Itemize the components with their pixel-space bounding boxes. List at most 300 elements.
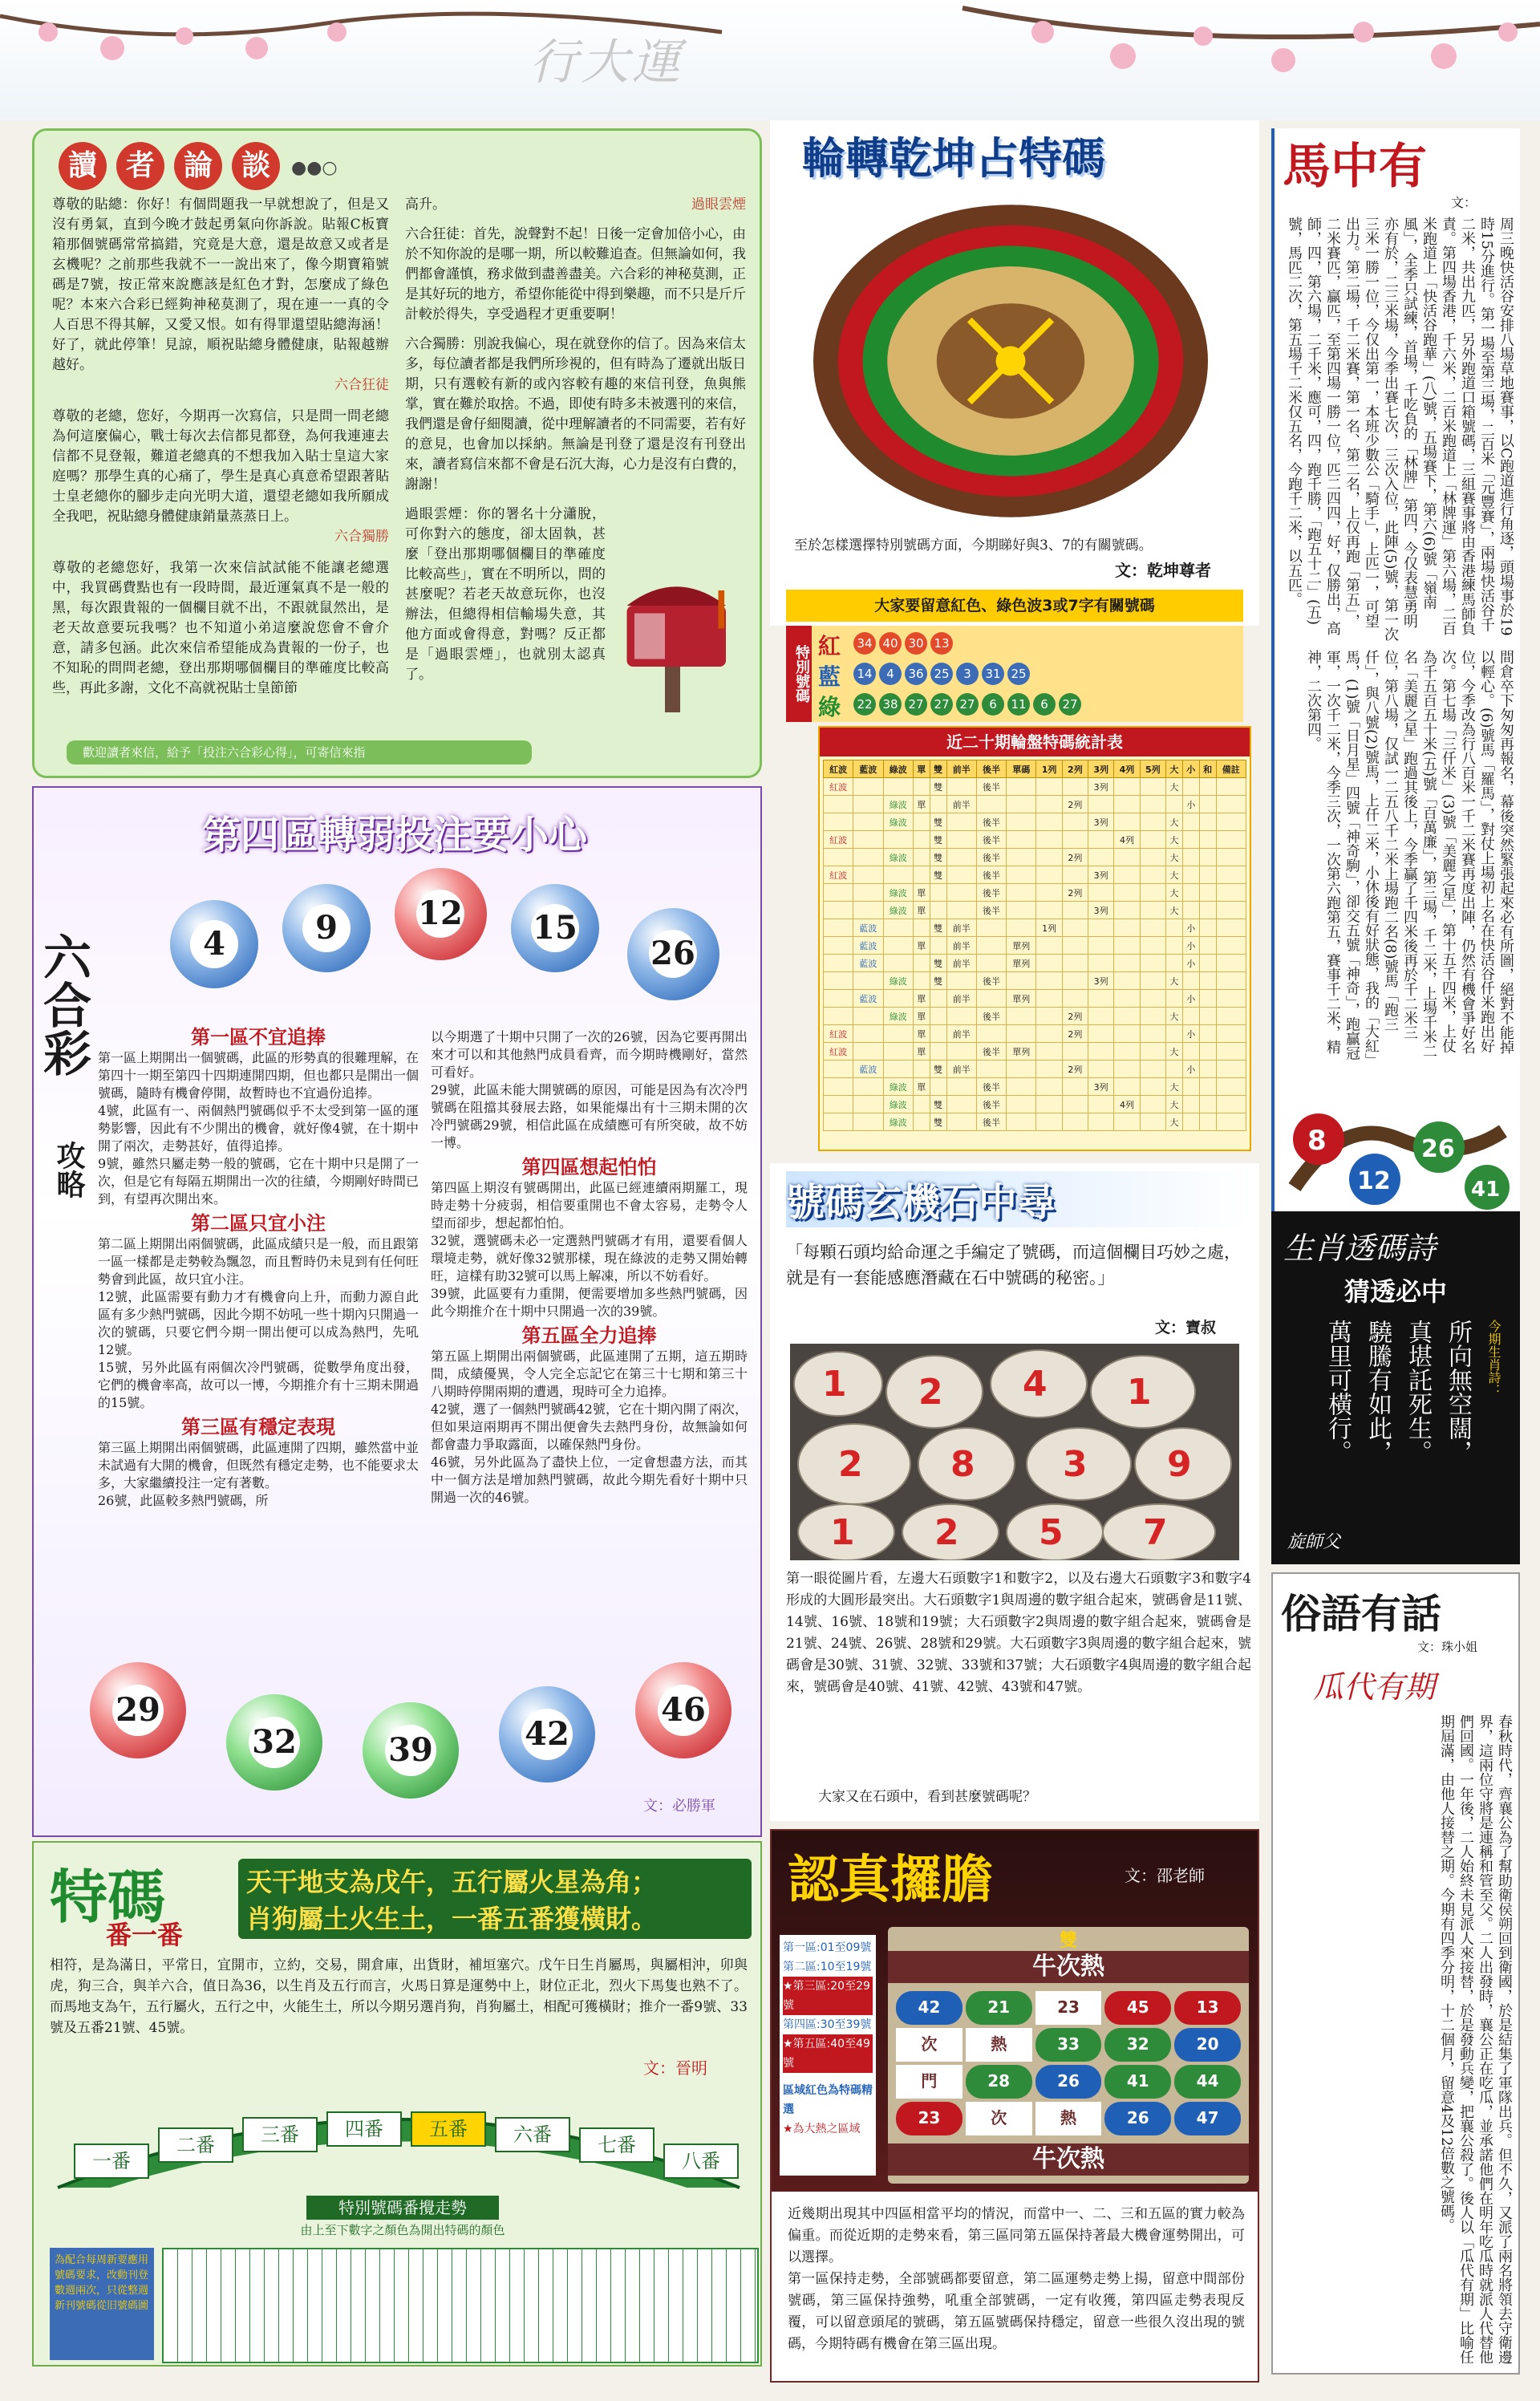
stats-cell [1199,778,1216,796]
stats-header-cell: 單 [913,760,930,778]
stats-cell [1062,831,1088,849]
stats-cell [824,1078,853,1096]
number-chip: 27 [1059,693,1081,716]
stats-cell: 後半 [976,813,1006,831]
stats-cell [1165,955,1182,972]
stats-cell [1199,990,1216,1008]
wheel-caption-2: 由上至下數字之顏色為開出特碼的顏色 [300,2223,505,2237]
stats-cell [1036,937,1062,955]
row-label: 紅 [818,633,841,659]
stats-cell [1140,813,1165,831]
grid-chip: 次 [896,2028,962,2062]
legend-item: 第一區:01至09號 [783,1941,872,1954]
stats-cell [1036,813,1062,831]
svg-text:7: 7 [1143,1512,1168,1553]
stats-cell: 藍波 [853,919,883,937]
stats-cell [853,849,883,866]
stats-cell [1036,955,1062,972]
stats-cell [930,796,946,813]
stats-cell [930,1078,946,1096]
stats-cell [913,955,930,972]
zone4-col2 [431,1028,748,1670]
stats-cell [1140,1061,1165,1078]
wheel-label: 一番 [74,2143,149,2179]
stats-cell [1088,1096,1114,1113]
stats-cell [824,1061,853,1078]
stats-cell [1036,1078,1062,1096]
svg-text:1: 1 [1127,1372,1152,1413]
stats-cell [1199,1078,1216,1096]
stats-cell [1199,1096,1216,1113]
zone4-text: 第四區上期沒有號碼開出，此區已經連續兩期羅工，現時走勢十分疲弱，相信要重開也不會太容易，走勢令人望而卻步，想起都怕怕。 32號，選號碼未必一定選熱門號碼才有用，還要看個人環境走勢，就好像32號那樣，現在綠波的走勢又開始轉旺，這樣有助32號可以馬上解凍，所以不妨看好。 39號，此區要有力重開，便需要增加多些熱門號碼，因此今期推介在十期中只開過一次的39號。 [431,1180,748,1319]
stats-row [824,990,1246,1008]
stats-cell [930,990,946,1008]
stats-cell [853,1043,883,1061]
stats-cell [824,813,853,831]
stats-header-cell: 2列 [1062,760,1088,778]
zone4-col1 [98,1025,419,1590]
reply-3: 過眼雲煙：你的署名十分瀟脫，可你對六的態度，卻太固執，甚麼「登出那期哪個欄目的準確度比較高些」，實在不明所以，問的甚麼呢？若老天故意玩你，也沒辦法，但總得相信輸場失意，其他方面或會得意，對嗎？反正都是「過眼雲煙」，也就別太認真了。 [405,506,606,683]
stats-cell [883,778,913,796]
zone4-side-title: 六合彩 [35,932,91,1077]
stats-row [824,1025,1246,1043]
proverb-body: 春秋時代，齊襄公為了幫助衛侯朔回到衛國，於是結集了軍隊出兵。但不久，又派了兩名將領去守衛邊界，這兩位守將是連稱和管至父。二人出發時，襄公正在吃瓜，並承諾他們在明年吃瓜時就派人代替他們回國。一年後，二人始終未見派人來接替，於是發動兵變，把襄公殺了。後人以「瓜代有期」比喻任期屆滿，由他人接替之期。今期有四季分明，十二個月，留意4及12倍數之號碼。 [1438,1714,1513,2364]
stats-cell [1088,1061,1114,1078]
svg-text:4: 4 [1023,1364,1048,1405]
stats-row [824,884,1246,902]
stats-cell [1114,796,1140,813]
legend-item: ★第三區:20至29號 [783,1977,873,2015]
stats-cell [1199,1061,1216,1078]
stats-cell: 3列 [1088,778,1114,796]
stats-cell [913,919,930,937]
letter-2-sign: 六合獨勝 [334,529,389,545]
stats-cell [1036,778,1062,796]
stats-cell: 單 [913,1043,930,1061]
stats-cell [913,972,930,990]
stats-cell: 小 [1182,1025,1199,1043]
stats-cell [946,813,976,831]
stats-cell [1199,831,1216,849]
stats-cell [1216,849,1246,866]
proverb-title: 俗語有話 [1281,1590,1441,1637]
stats-cell [1182,1096,1199,1113]
stats-cell [913,866,930,884]
stats-row [824,1061,1246,1078]
stats-cell [1062,1113,1088,1131]
grid-chip: 門 [896,2065,962,2099]
stats-cell [1140,884,1165,902]
stats-cell [853,884,883,902]
zone5-heading: 第五區全力追捧 [521,1324,657,1347]
zone2-text: 第二區上期開出兩個號碼，此區成績只是一般，而且跟第一區一樣都是走勢較為飄忽，而且暫時仍未見到有任何旺勢會到此區，故只宜小注。 12號，此區需要有動力才有機會向上升，而動力源自此區有多少熱門號碼，因此今期不妨吼一些十期內只開過一次的號碼，只要它們今期一開出便可以成為熱門，先吼12號。 15號，另外此區有兩個次冷門號碼，從數學角度出發，它們的機會率高，故可以一博，今期推介有十三期未開過的15號。 [98,1236,419,1410]
title-char: 者 [116,142,164,190]
legend-note: 區域紅色為特碼精選 [783,2084,873,2116]
stats-cell: 大 [1165,1096,1182,1113]
stats-cell [1140,972,1165,990]
stats-cell [1114,990,1140,1008]
cherry-blossom-decoration [0,0,1540,120]
stats-cell: 單 [913,937,930,955]
stats-cell: 大 [1165,778,1182,796]
svg-text:2: 2 [934,1512,959,1553]
stats-row [824,866,1246,884]
stats-cell: 大 [1165,866,1182,884]
lottery-ball [635,1662,732,1758]
stats-cell [1007,866,1036,884]
stones-photo [790,1344,1239,1560]
stats-cell [1199,866,1216,884]
stats-header-row [824,760,1246,778]
stats-cell [1216,813,1246,831]
stats-cell [913,813,930,831]
stats-cell [883,919,913,937]
horse-race-illustration [1279,1067,1519,1211]
stats-cell: 後半 [976,778,1006,796]
stats-cell: 大 [1165,902,1182,919]
zone4-bottom-balls [90,1662,748,1799]
stats-cell: 前半 [946,919,976,937]
stats-cell [1199,813,1216,831]
stats-cell [1007,884,1036,902]
zone3-text-cont: 以今期選了十期中只開了一次的26號，因為它要再開出來才可以和其他熱門成員看齊，而今期時機剛好，當然可看好。 29號，此區未能大開號碼的原因，可能是因為有次冷門號碼在阻擋其發展去路，如果能爆出有十三期未開的次冷門號碼29號，相信此區在成績應可有所突破，故不妨一博。 [431,1029,748,1150]
ball-number: 12 [416,890,464,938]
stats-cell [946,1043,976,1061]
poem-line: 萬里可橫行。 [1323,1320,1352,1464]
stats-cell [946,1078,976,1096]
stats-cell [853,1078,883,1096]
stats-cell [1140,902,1165,919]
stats-cell: 紅波 [824,1043,853,1061]
stats-cell: 大 [1165,831,1182,849]
ball-number: 32 [249,1717,300,1768]
stats-cell [930,1025,946,1043]
stats-cell: 單列 [1007,955,1036,972]
stats-cell [1036,796,1062,813]
stats-cell [824,884,853,902]
stone-question: 大家又在石頭中，看到甚麼號碼呢？ [818,1789,1036,1805]
hot-grid [888,1927,1249,2184]
top-banner [0,0,1540,120]
qiankun-sign: 文：乾坤尊者 [1115,561,1211,580]
stone-quote: 「每顆石頭均給命運之手編定了號碼，而這個欄目巧妙之處，就是有一套能感應潛藏在石中號碼的秘密。」 [786,1243,1241,1288]
stats-cell [853,902,883,919]
stats-cell [1140,1113,1165,1131]
stats-row [824,1008,1246,1025]
stats-cell [824,1113,853,1131]
stats-cell [1114,937,1140,955]
poem-body [1287,1320,1504,1520]
stats-cell [1216,866,1246,884]
stats-cell [1216,902,1246,919]
number-chip: 14 [853,663,876,685]
stats-cell: 綠波 [883,813,913,831]
number-chip: 22 [853,693,876,716]
stats-cell [1062,1043,1088,1061]
stats-cell [930,884,946,902]
lottery-ball [282,884,371,972]
legend-item: ★第五區:40至49號 [783,2034,873,2073]
stats-cell [1088,955,1114,972]
stats-cell: 後半 [976,1113,1006,1131]
stats-cell: 綠波 [883,1008,913,1025]
special-banner [238,1859,752,1939]
poem-sign: 旋師父 [1287,1532,1341,1552]
proverb-panel [1271,1572,1520,2375]
stats-cell [1216,1008,1246,1025]
stats-cell [1216,884,1246,902]
color-row-blue [818,659,1235,688]
stats-cell [1007,831,1036,849]
number-chip: 31 [982,663,1004,685]
letter-3-tail: 高升。 [405,197,446,213]
stats-cell [1062,902,1088,919]
stats-cell [976,955,1006,972]
wheel-label: 七番 [579,2127,654,2163]
row-label: 藍 [818,663,841,690]
stats-cell [1165,1025,1182,1043]
stats-cell [1007,778,1036,796]
stats-cell [913,1061,930,1078]
stats-cell [1062,937,1088,955]
color-row-green [818,690,1235,719]
stats-cell [1007,919,1036,937]
stats-header-cell: 大 [1165,760,1182,778]
lottery-ball [499,1686,595,1782]
reply-2: 六合獨勝：別說我偏心，現在就登你的信了。因為來信太多，每位讀者都是我們所珍視的，但有時為了遷就出版日期，只有選較有新的或內容較有趣的來信刊登，魚與熊掌，實在難於取捨。不過，即使有時多未被選刊的來信，我們還是會仔細閱讀，從中理解讀者的不同需要，若有好的意見，也會加以採納。無論是刊登了還是沒有刊登出來，讀者寫信來都不會是石沉大海，心力是沒有白費的，謝謝！ [405,336,746,493]
stats-cell: 藍波 [853,990,883,1008]
stats-cell [1199,1008,1216,1025]
stats-cell [1140,849,1165,866]
number-chip: 30 [905,632,927,655]
stats-cell [1165,1061,1182,1078]
banner-line-2: 肖狗屬土火生土，一番五番獲橫財。 [246,1904,658,1934]
stats-cell: 大 [1165,1043,1182,1061]
stats-cell: 藍波 [853,1061,883,1078]
stats-cell: 小 [1182,796,1199,813]
stats-cell: 雙 [930,1061,946,1078]
svg-text:2: 2 [918,1372,943,1413]
stats-cell: 3列 [1088,972,1114,990]
stats-cell [1140,1043,1165,1061]
stats-cell [1140,1008,1165,1025]
stats-cell: 3列 [1088,866,1114,884]
stats-header-cell: 1列 [1036,760,1062,778]
stats-header-cell: 備註 [1216,760,1246,778]
stats-cell: 紅波 [824,1025,853,1043]
ball-number: 39 [385,1725,436,1776]
stats-row [824,1078,1246,1096]
stats-cell: 綠波 [883,884,913,902]
reader-forum-col1 [52,195,389,724]
wheel-label: 四番 [326,2111,402,2147]
stats-cell: 小 [1182,1061,1199,1078]
stats-cell [1036,831,1062,849]
special-body: 相符，是為滿日，平常日，宜開市，立約，交易，開倉庫，出貨財，補垣塞穴。戊午日生肖屬馬，與屬相沖，卯與虎，狗三合，與羊六合，值日為36，以生肖及五行而言，火馬日算是運勢中上，財位正北，烈火下馬隻也熟不了。而馬地支為午，五行屬火，五行之中，火能生土，所以今期另選肖狗，肖狗屬土，相配可獲橫財；推介一番9號、33號及五番21號、45號。 [50,1957,748,2036]
stats-cell [1114,778,1140,796]
stats-cell: 雙 [930,849,946,866]
svg-text:26: 26 [1421,1135,1455,1163]
zone3-heading: 第三區有穩定表現 [181,1415,335,1438]
stats-cell: 大 [1165,972,1182,990]
color-rows [786,626,1243,722]
stats-cell [1199,1043,1216,1061]
stats-cell [1199,937,1216,955]
poem-subtitle: 猜透必中 [1343,1276,1447,1307]
stats-cell [883,955,913,972]
stats-cell: 小 [1182,955,1199,972]
lottery-ball [90,1662,186,1758]
zone4-panel [32,786,762,1837]
wheel-label: 五番 [411,2111,486,2147]
stats-cell: 2列 [1062,1025,1088,1043]
number-chip: 25 [930,663,953,685]
stats-cell: 3列 [1088,813,1114,831]
grid-chip: 26 [1104,2102,1171,2135]
special-code-panel [32,1841,762,2367]
stats-cell [913,1096,930,1113]
stats-cell [1088,937,1114,955]
stone-body: 第一眼從圖片看，左邊大石頭數字1和數字2，以及右邊大石頭數字3和數字4形成的大圓形最突出。大石頭數字1與周邊的數字組合起來，號碼會是11號、14號、16號、18號和19號；大石頭數字2與周邊的數字組合起來，號碼會是21號、24號、26號、28號和29號。大石頭數字3與周邊的數字組合起來，號碼會是30號、31號、32號、33號和37號；大石頭數字4與周邊的數字組合起來，號碼會是40號、41號、42號、43號和47號。 [786,1571,1251,1695]
svg-text:12: 12 [1357,1167,1391,1195]
grid-chip: 23 [1035,1991,1102,2025]
stats-table [823,760,1246,1131]
stats-header-cell: 後半 [976,760,1006,778]
stats-cell [946,778,976,796]
stats-cell: 2列 [1062,796,1088,813]
stats-cell [930,1008,946,1025]
poem-line: 真堪託死生。 [1404,1320,1432,1464]
stats-table-body [824,778,1246,1131]
stats-cell [1007,796,1036,813]
number-chip: 34 [853,632,876,655]
stats-header-cell: 3列 [1088,760,1114,778]
stats-cell [853,1008,883,1025]
stats-cell [1182,1078,1199,1096]
horse-text-left: 間倉卒下匆匆再報名，幕後突然緊張起來必有所圖，絕對不能掉以輕心。(6)號馬「羅馬」，對仗上場初上名在快活谷仟米跑出好位，今季改為行八百米一千二米賽再度出陣，仍然有機會爭好名次。第七場「三仟米」(3)號「美麗之星」，第十五千四米，上仗為千五百五十米(五)號「百萬廉」，第三場，千二米，上場千米二名「美麗之星」跑過其後上，今季贏了千四米後再於千二米三位，第八場，仅試一二五八千二米上場跑二名(8)號馬「跑三仟」，與八號(2)號馬，上仟二米，小休後有好狀態，我的「大紅」馬，(1)號「日月星」四號「神奇駒」，卻交五號「神奇」，跑贏冠軍，一次千二米，今季三次，一次第六跑第五，賽事千二米，精神，二次第四。 [1305,650,1514,1061]
grid-chip: 44 [1174,2065,1241,2099]
stats-cell [913,831,930,849]
number-chip: 27 [956,693,979,716]
stats-cell [824,796,853,813]
stats-cell [976,1061,1006,1078]
stats-header-cell: 小 [1182,760,1199,778]
stats-cell [1140,955,1165,972]
stats-cell [1062,813,1088,831]
poem-title: 生肖透碼詩 [1283,1231,1437,1266]
special-history-grid [162,2248,759,2363]
stats-cell [1216,831,1246,849]
poem-line: 所向無空闊， [1444,1320,1472,1464]
stats-cell: 綠波 [883,849,913,866]
svg-text:8: 8 [950,1444,975,1485]
svg-text:3: 3 [1063,1444,1088,1485]
stats-header-cell: 5列 [1140,760,1165,778]
stats-cell [1062,1078,1088,1096]
stats-cell [853,796,883,813]
grid-chip: 26 [1035,2065,1102,2099]
stats-cell [946,884,976,902]
stats-cell [1182,884,1199,902]
stats-cell [853,972,883,990]
grid-chip: 42 [896,1991,962,2025]
stats-cell [930,1043,946,1061]
gallbladder-header [772,1831,1258,2192]
svg-text:1: 1 [830,1512,855,1553]
legend-item: 第二區:10至19號 [783,1961,872,1973]
stats-cell: 雙 [930,972,946,990]
svg-text:8: 8 [1307,1125,1327,1157]
stats-cell [1007,813,1036,831]
zone1-heading: 第一區不宜追捧 [191,1025,326,1048]
wheel-label: 三番 [242,2117,318,2152]
stats-cell [1216,990,1246,1008]
letter-1-sign: 六合狂徒 [334,377,389,393]
stats-cell [976,990,1006,1008]
gallbladder-panel [770,1829,1259,2383]
stats-row [824,831,1246,849]
stats-cell [1182,1043,1199,1061]
masthead-title: 行大運 [529,34,683,91]
row-label: 綠 [818,694,841,720]
zone-legend [780,1935,876,2176]
stats-cell: 紅波 [824,831,853,849]
stats-cell [1182,831,1199,849]
stats-cell: 2列 [1062,1061,1088,1078]
color-table-title: 大家要留意紅色、綠色波3或7字有關號碼 [786,590,1243,622]
stats-cell [1114,813,1140,831]
stats-cell: 2列 [1062,884,1088,902]
stats-cell: 綠波 [883,796,913,813]
letter-3-sign: 過眼雲煙 [691,197,746,213]
stats-cell [1140,1025,1165,1043]
stats-cell [1199,849,1216,866]
stats-cell [1140,1096,1165,1113]
stats-cell: 3列 [1088,1078,1114,1096]
stats-row [824,937,1246,955]
zone4-side-sub: 攻略 [52,1141,86,1198]
stats-cell [1036,1008,1062,1025]
svg-text:1: 1 [822,1364,847,1405]
stats-cell [1088,1025,1114,1043]
stats-cell: 藍波 [853,955,883,972]
stats-cell [1007,1008,1036,1025]
stats-cell [1114,1113,1140,1131]
reply-1: 六合狂徒：首先，說聲對不起！日後一定會加倍小心，由於不知你說的是哪一期，所以較難追查。但無論如何，我們都會謹慎，務求做到盡善盡美。六合彩的神秘莫測，正是其好玩的地方，希望你能從中得到樂趣，而不只是斤斤計較於得失，享受過程才更重要啊！ [405,226,746,322]
stats-cell [913,778,930,796]
stats-cell: 後半 [976,902,1006,919]
stats-cell [1182,902,1199,919]
reader-forum-title [51,136,387,192]
stats-cell [824,849,853,866]
zone3-text: 第三區上期開出兩個號碼，此區連開了四期，雖然當中並未試過有大開的機會，但既然有穩定走勢，也不能要求太多，大家繼續投注一定有著數。 26號，此區較多熱門號碼，所 [98,1440,419,1508]
stats-cell: 後半 [976,1078,1006,1096]
gallbladder-body: 近幾期出現其中四區相當平均的情況，而當中一、二、三和五區的實力較為偏重。而從近期的走勢來看，第三區同第五區保持著最大機會運勢開出，可以選擇。 第一區保持走勢，全部號碼都要留意，第二區運勢走勢上揚，留意中間部份號碼，第三區保持強勢，吼重全部號碼，一定有收獲，第四區走勢表現反覆，可以留意頭尾的號碼，第五區號碼保持穩定，留意一些很久沒出現的號碼，今期特碼有機會在第三區出現。 [788,2206,1245,2352]
stats-cell [1199,884,1216,902]
stats-cell [1140,1078,1165,1096]
lottery-ball [226,1694,322,1791]
qiankun-caption: 至於怎樣選擇特別號碼方面，今期睇好與3、7的有關號碼。 [794,537,1153,554]
stats-cell [824,1008,853,1025]
stats-cell [1036,1043,1062,1061]
stats-row [824,1096,1246,1113]
stats-cell: 藍波 [853,937,883,955]
stats-cell: 前半 [946,1061,976,1078]
stats-cell [1088,990,1114,1008]
grid-chip: 熱 [1035,2102,1102,2135]
number-chip: 38 [879,693,902,716]
grid-chip: 21 [966,1991,1032,2025]
